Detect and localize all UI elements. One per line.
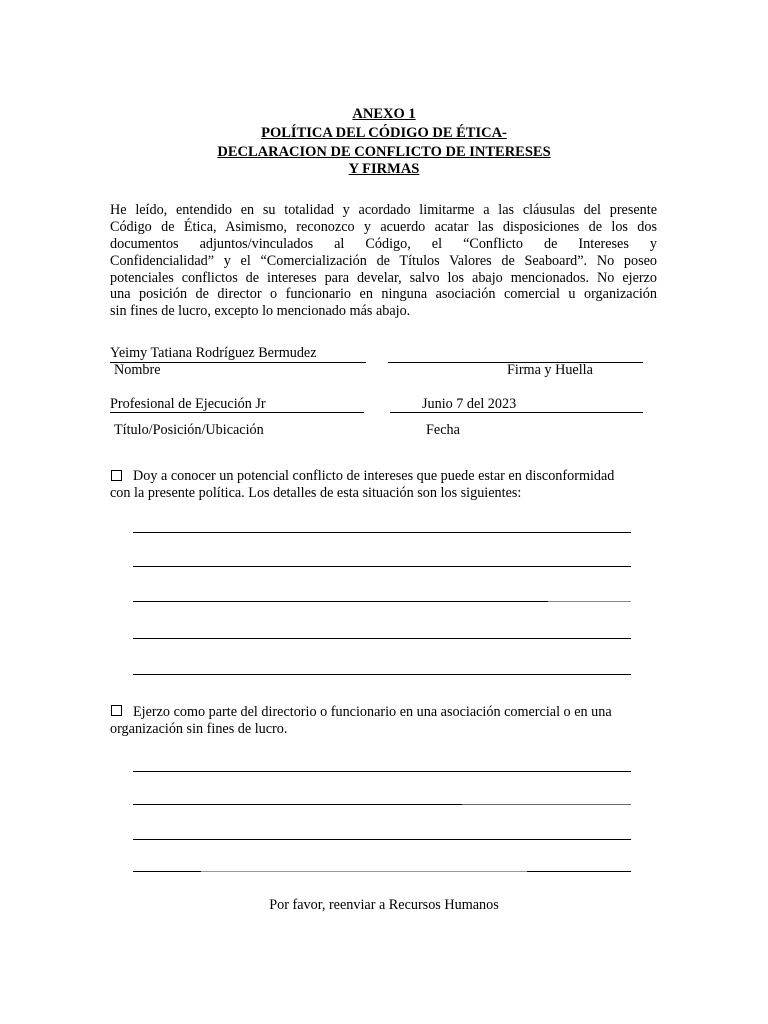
conflict-detail-line[interactable] — [133, 674, 631, 675]
footer-note: Por favor, reenviar a Recursos Humanos — [269, 897, 499, 913]
position-field[interactable] — [110, 396, 266, 413]
option2-line2: organización sin fines de lucro. — [110, 721, 288, 737]
declaration-title-text: DECLARACION DE CONFLICTO DE INTERESES — [217, 144, 551, 160]
position-underline — [110, 412, 364, 413]
conflict-detail-line[interactable] — [133, 601, 548, 602]
signatures-title-text: Y FIRMAS — [348, 161, 420, 177]
intro-line: Código de Ética, Asimismo, reconozco y acuerdo acatar las disposiciones de los dos — [110, 218, 657, 235]
policy-title-text: POLÍTICA DEL CÓDIGO DE ÉTICA- — [261, 125, 507, 141]
director-detail-line[interactable] — [133, 839, 631, 840]
conflict-detail-line[interactable] — [133, 566, 631, 567]
intro-line: He leído, entendido en su totalidad y acordado limitarme a las cláusulas del presente — [110, 202, 657, 218]
intro-line: potenciales conflictos de intereses para develar, salvo los abajo mencionados. No ejerzo — [110, 269, 657, 286]
intro-line: sin fines de lucro, excepto lo mencionado más abajo. — [110, 303, 411, 320]
date-field[interactable] — [422, 396, 516, 413]
intro-paragraph — [110, 202, 657, 320]
director-detail-line[interactable] — [133, 871, 201, 872]
signature-label: Firma y Huella — [507, 362, 593, 378]
intro-line: documentos adjuntos/vinculados al Código, el “Conflicto de Intereses y — [110, 235, 657, 252]
name-label: Nombre — [114, 362, 161, 378]
conflict-detail-line-end — [548, 601, 631, 602]
director-detail-line-end — [462, 804, 631, 805]
signatures-title — [0, 160, 768, 179]
conflict-checkbox[interactable] — [111, 470, 122, 481]
option2-line1: Ejerzo como parte del directorio o funcionario en una asociación comercial o en una — [133, 704, 612, 720]
policy-title — [0, 124, 768, 143]
name-field[interactable] — [110, 345, 317, 362]
intro-line: Confidencialidad” y el “Comercialización de Títulos Valores de Seaboard”. No poseo — [110, 252, 657, 269]
name-value: Yeimy Tatiana Rodríguez Bermudez — [110, 345, 317, 361]
director-checkbox[interactable] — [111, 705, 122, 716]
conflict-detail-line[interactable] — [133, 532, 631, 533]
intro-line: una posición de director o funcionario en ninguna asociación comercial u organización — [110, 286, 657, 303]
position-label: Título/Posición/Ubicación — [114, 422, 264, 438]
annex-title — [0, 105, 768, 124]
director-detail-line-mid — [201, 871, 527, 872]
conflict-detail-line[interactable] — [133, 638, 631, 639]
director-detail-line[interactable] — [133, 804, 462, 805]
date-value: Junio 7 del 2023 — [422, 396, 517, 412]
position-value: Profesional de Ejecución Jr — [110, 396, 266, 412]
director-detail-line-end — [527, 871, 631, 872]
option1-line1: Doy a conocer un potencial conflicto de intereses que puede estar en disconformidad — [133, 468, 615, 484]
date-label: Fecha — [426, 422, 460, 438]
director-detail-line[interactable] — [133, 771, 631, 772]
annex-number: ANEXO 1 — [352, 106, 416, 122]
option1-line2: con la presente política. Los detalles de esta situación son los siguientes: — [110, 485, 522, 501]
date-underline — [390, 412, 643, 413]
